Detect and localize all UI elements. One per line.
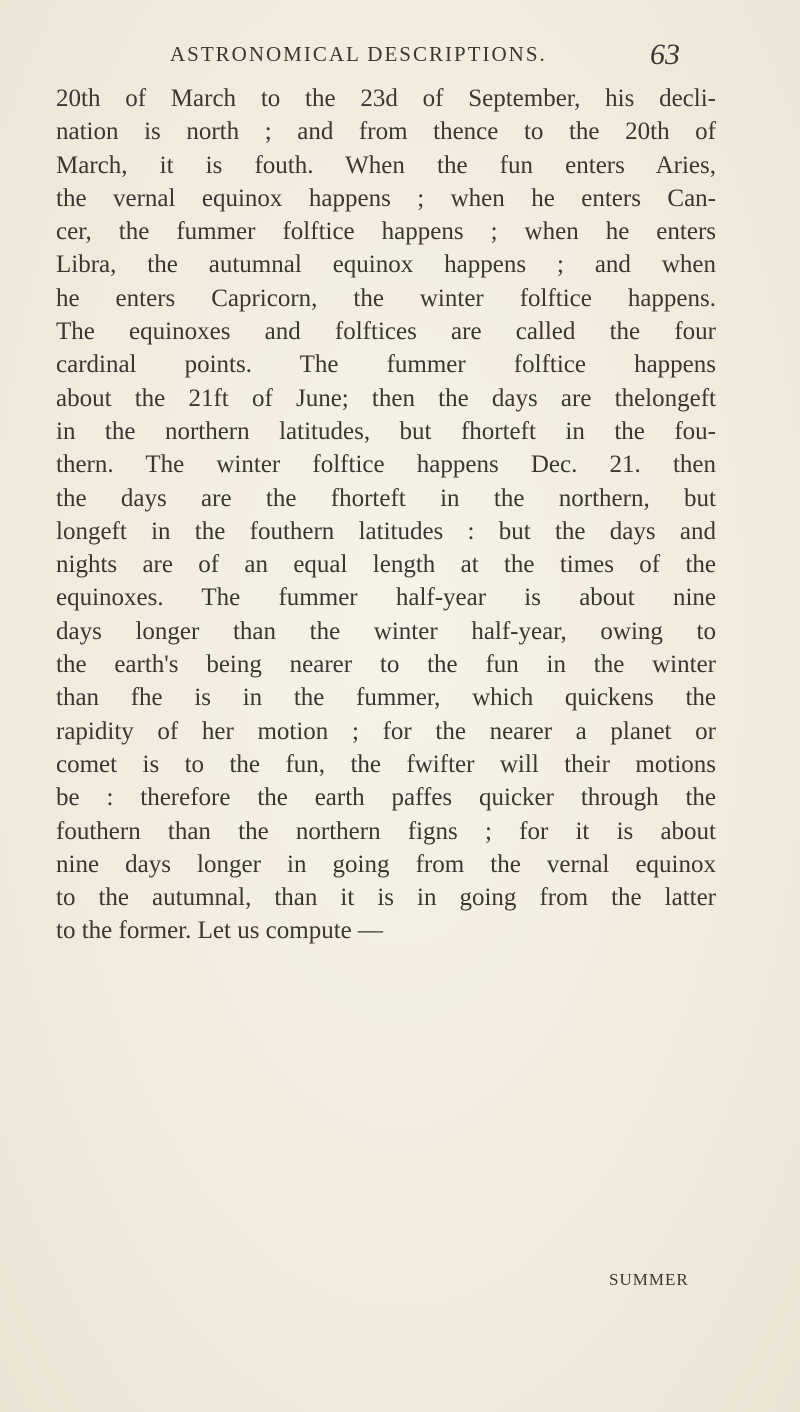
text-line: comet is to the fun, the fwifter will their motions [56, 750, 716, 778]
text-line: in the northern latitudes, but fhorteft in the fou- [56, 417, 716, 445]
text-line: be : therefore the earth paffes quicker through the [56, 784, 716, 812]
text-line: the vernal equinox happens ; when he enters Can- [56, 184, 716, 212]
page-number: 63 [650, 38, 680, 71]
text-line: about the 21ft of June; then the days are thelongeft [56, 384, 716, 412]
text-line: he enters Capricorn, the winter folftice happens. [56, 284, 716, 312]
text-line: longeft in the fouthern latitudes : but the days and [56, 517, 716, 545]
text-line: the earth's being nearer to the fun in the winter [56, 651, 716, 679]
text-line: Libra, the autumnal equinox happens ; and when [56, 251, 716, 279]
text-line: 20th of March to the 23d of September, his decli- [56, 85, 716, 112]
text-line: rapidity of her motion ; for the nearer a planet or [56, 717, 716, 745]
text-line: The equinoxes and folftices are called the four [56, 318, 716, 346]
body-text [56, 82, 716, 948]
text-line: cardinal points. The fummer folftice happens [56, 351, 716, 379]
text-line: days longer than the winter half-year, owing to [56, 617, 716, 645]
text-line: nights are of an equal length at the times of the [56, 551, 716, 579]
text-line: March, it is fouth. When the fun enters Aries, [56, 151, 716, 179]
text-line: nine days longer in going from the vernal equinox [56, 850, 716, 878]
text-line: equinoxes. The fummer half-year is about nine [56, 584, 716, 612]
text-line: cer, the fummer folftice happens ; when he enters [56, 218, 716, 246]
text-line: the days are the fhorteft in the northern, but [56, 484, 716, 512]
text-line: nation is north ; and from thence to the 20th of [56, 118, 716, 146]
text-line: to the former. Let us compute — [56, 917, 384, 945]
running-head: ASTRONOMICAL DESCRIPTIONS. [170, 42, 547, 66]
text-line: thern. The winter folftice happens Dec. 21. then [56, 451, 716, 479]
text-line: to the autumnal, than it is in going from the latter [56, 884, 716, 912]
text-line: than fhe is in the fummer, which quickens the [56, 684, 716, 712]
catchword: SUMMER [609, 1270, 689, 1289]
text-line: fouthern than the northern figns ; for it is about [56, 817, 716, 845]
